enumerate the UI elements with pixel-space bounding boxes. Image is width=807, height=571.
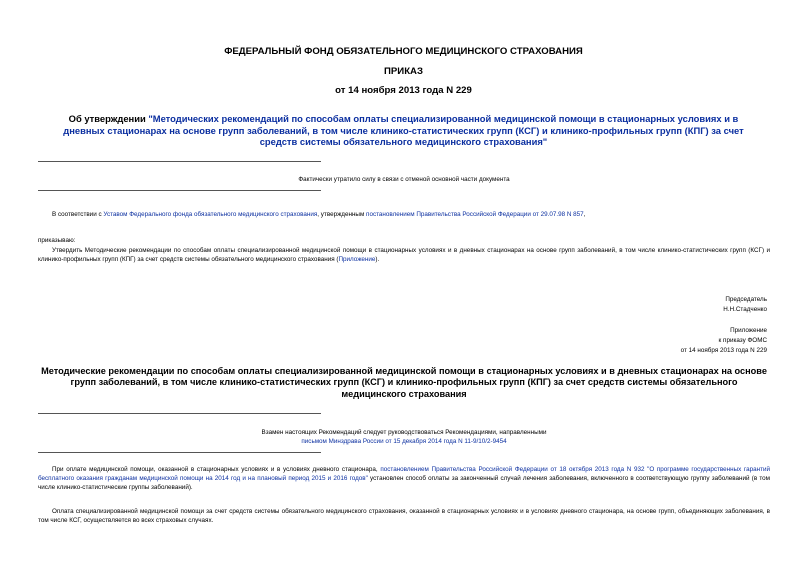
status-note: Фактически утратило силу в связи с отменой основной части документа [298,176,510,183]
title-prefix: Об утверждении [68,113,149,124]
document-title [50,113,757,148]
preamble-paragraph [38,210,770,219]
appendix-link[interactable]: Приложение [338,256,376,263]
order-item-text: Утвердить Методические рекомендации по способам оплаты специализированной медицинской помощи в стационарных условиях и в дневных стационарах на основе групп заболеваний, в том числе клинико-статистических групп (КСГ) и клинико-профильных групп (КПГ) за счет средств системы обязательного медицинского страхования ( [38,247,770,263]
divider [38,413,321,414]
appendix-line-3: от 14 ноября 2013 года N 229 [680,347,767,354]
paragraph-1 [38,465,770,492]
paragraph-2: Оплата специализированной медицинской помощи за счет средств системы обязательного медицинского страхования, оказанной в стационарных условиях и в условиях дневного стационара, на основе групп, объединяющих заболевания, в том числе КСГ, осуществляется во всех страховых случаях. [38,508,770,524]
replace-note-link-line [38,437,770,446]
appendix-line-2: к приказу ФОМС [718,337,767,344]
doc-type: ПРИКАЗ [384,66,423,77]
preamble-text-3: , [583,211,586,218]
appendix-title: Методические рекомендации по способам оплаты специализированной медицинской помощи в стационарных условиях и в дневных стационарах на основе групп заболеваний, в том числе клинико-статистических групп (КСГ) и клинико-профильных групп (КПГ) за счет средств системы обязательного медицинского страхования [41,366,767,399]
order-item-tail: ). [375,256,380,263]
divider [38,161,321,162]
appendix-line-1: Приложение [730,327,767,334]
org-name: ФЕДЕРАЛЬНЫЙ ФОНД ОБЯЗАТЕЛЬНОГО МЕДИЦИНСКОГО СТРАХОВАНИЯ [224,46,583,57]
paragraph-1-text-1: При оплате медицинской помощи, оказанной в стационарных условиях и в условиях дневного стационара, [52,466,381,473]
charter-link[interactable]: Уставом Федерального фонда обязательного медицинского страхования [103,211,318,218]
resolution-932-link[interactable]: постановлением Правительства Российской Федерации от 18 октября 2013 года N 932 "О программе государственных гарантий бесплатного оказания гражданам медицинской помощи на 2014 год и на плановый период 2015 и 2016 годов" [38,466,771,482]
signature-position: Председатель [725,296,767,303]
divider [38,452,321,453]
title-link[interactable]: "Методических рекомендаций по способам оплаты специализированной медицинской помощи в стационарных условиях и в дневных стационарах на основе групп заболеваний, в том числе клинико-статистических групп (КСГ) и клинико-профильных групп (КПГ) за счет средств системы обязательного медицинского страхования" [63,113,744,148]
resolution-857-link[interactable]: постановлением Правительства Российской Федерации от 29.07.98 N 857 [366,211,584,218]
order-word: приказываю: [38,237,76,244]
divider [38,190,321,191]
paragraph-1-text-2: установлен способ оплаты за законченный случай лечения заболевания, включенного в соответствующую группу заболеваний (в том числе клинико-статистические группы заболеваний). [38,475,770,491]
doc-date-number: от 14 ноября 2013 года N 229 [335,85,472,96]
preamble-text-1: В соответствии с [52,211,104,218]
preamble-text-2: , утвержденным [317,211,367,218]
signature-name: Н.Н.Стадченко [723,306,767,313]
minzdrav-letter-link[interactable]: письмом Минздрава России от 15 декабря 2014 года N 11-9/10/2-9454 [301,438,507,445]
order-item-paragraph [38,246,770,264]
replace-note-line-1: Взамен настоящих Рекомендаций следует руководствоваться Рекомендациями, направленными [261,429,547,436]
